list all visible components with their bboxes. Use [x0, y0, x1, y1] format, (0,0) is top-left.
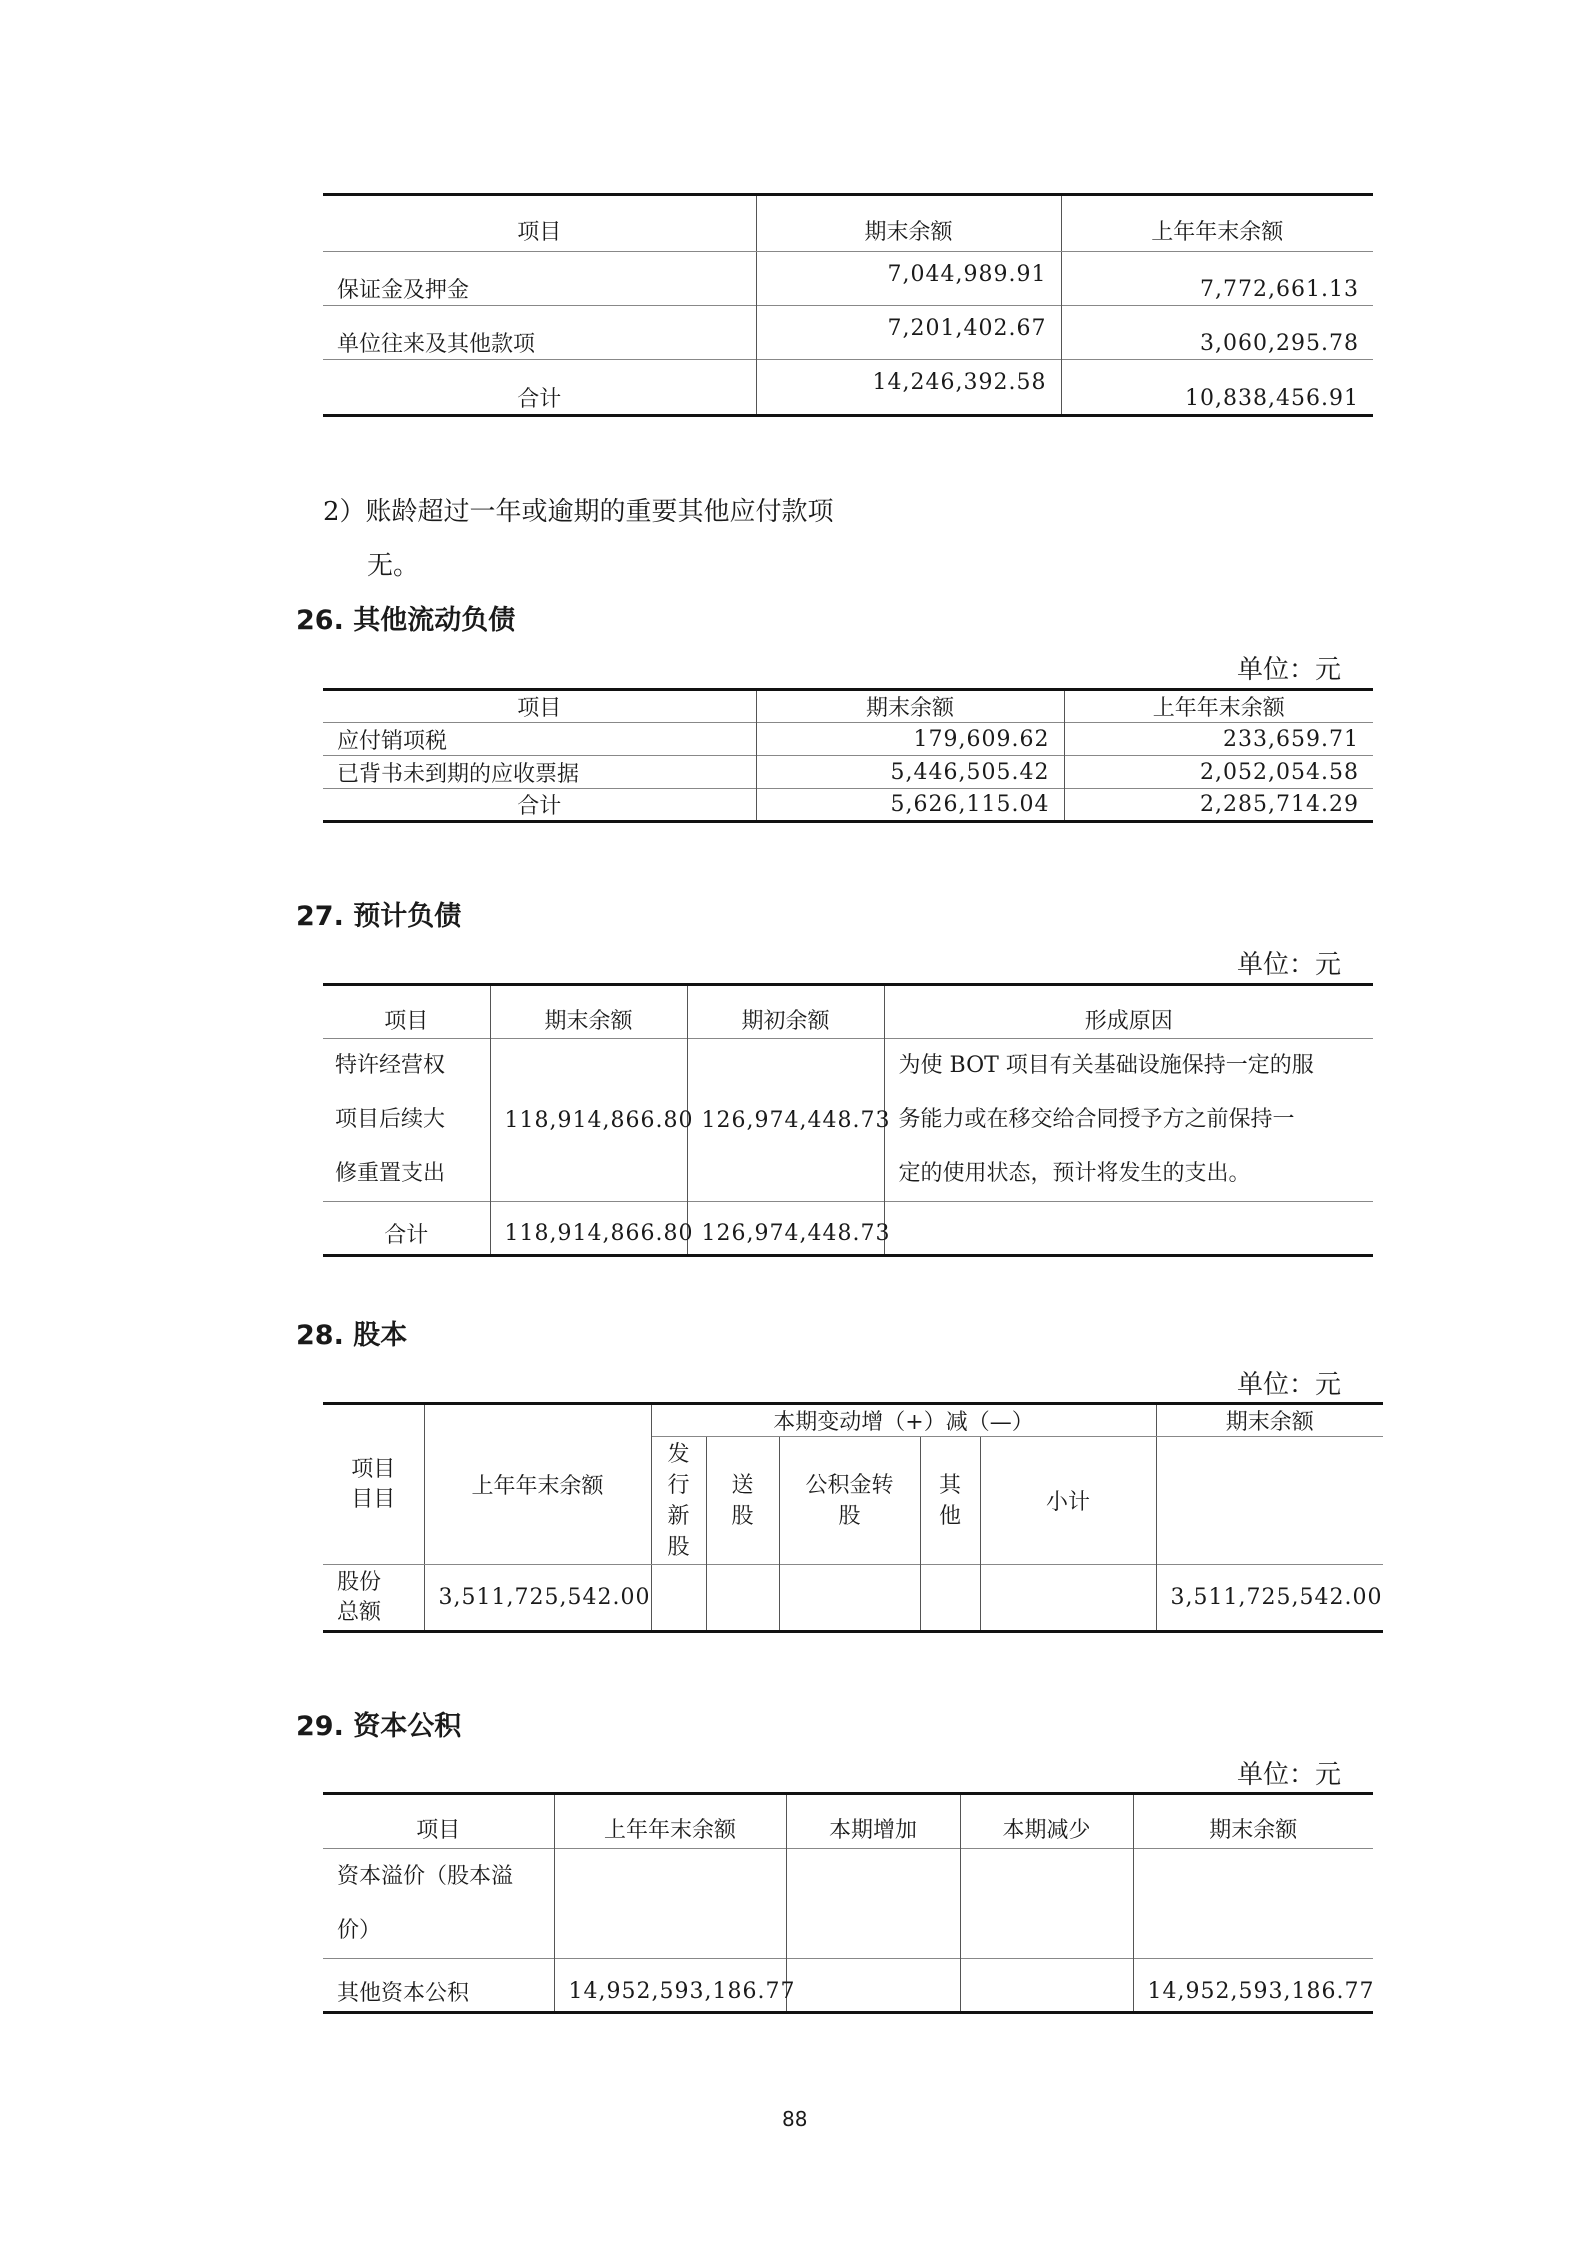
header-item: 项目: [323, 985, 490, 1039]
header-item: 项目: [323, 195, 756, 252]
other-payables-table: [323, 193, 1373, 417]
header-end-balance: 期末余额: [1209, 1818, 1298, 1843]
share-capital-table: [323, 1402, 1383, 1633]
header-char: 送: [731, 1472, 754, 1498]
header-item-line: 项目: [351, 1456, 396, 1482]
unit-label: 单位：元: [1237, 1370, 1342, 1400]
cell-reason-line: 为使 BOT 项目有关基础设施保持一定的服: [898, 1053, 1314, 1078]
header-bonus-shares: [706, 1437, 779, 1565]
cell-end: [1133, 1849, 1373, 1959]
cell-end: 5,626,115.04: [756, 789, 1064, 822]
cell-prev: 14,952,593,186.77: [554, 1959, 786, 2013]
table-row: [323, 306, 1373, 360]
header-other: [920, 1437, 980, 1565]
section-26-heading: 26. 其他流动负债: [296, 605, 516, 636]
cell-increase: [786, 1849, 960, 1959]
header-decrease: 本期减少: [960, 1794, 1133, 1849]
table-row-total: [323, 360, 1373, 416]
cell-reason-line: 务能力或在移交给合同授予方之前保持一: [898, 1107, 1295, 1132]
header-begin-balance: 期初余额: [687, 985, 884, 1039]
cell-item-line: 修重置支出: [335, 1161, 446, 1186]
header-char: 股: [667, 1534, 690, 1560]
header-char: 新: [667, 1503, 690, 1529]
table-row: [323, 1959, 1373, 2013]
cell-prev: 3,511,725,542.00: [424, 1565, 651, 1632]
cell-reason: [884, 1039, 1373, 1202]
cell-end: 5,446,505.42: [756, 756, 1064, 789]
cell-item: [323, 1565, 424, 1632]
table-row: [323, 1849, 1373, 1959]
cell-decrease: [960, 1849, 1133, 1959]
cell-item: [323, 1039, 490, 1202]
table-row: [323, 252, 1373, 306]
cell-item-line: 特许经营权: [335, 1053, 446, 1078]
cell-item: 单位往来及其他款项: [323, 306, 756, 360]
header-increase: 本期增加: [786, 1794, 960, 1849]
subsection-title: 2）账龄超过一年或逾期的重要其他应付款项: [323, 497, 834, 527]
header-prev-balance: 上年年末余额: [424, 1404, 651, 1565]
cell-item: [323, 1849, 554, 1959]
header-item: 项目: [323, 1794, 554, 1849]
subsection-content: 无。: [367, 551, 420, 581]
header-reason: 形成原因: [1084, 1008, 1173, 1034]
table-row: [323, 1565, 1383, 1632]
cell-prev: 10,838,456.91: [1185, 385, 1359, 411]
cell-reason: [884, 1202, 1373, 1256]
cell-item-line: 股份: [337, 1569, 382, 1595]
cell-end: 14,246,392.58: [756, 360, 1061, 416]
cell-other: [920, 1565, 980, 1632]
cell-begin: 126,974,448.73: [687, 1202, 884, 1256]
cell-subtotal: [980, 1565, 1156, 1632]
cell-item-line: 资本溢价（股本溢: [337, 1863, 514, 1889]
header-char: 发: [667, 1441, 690, 1467]
cell-decrease: [960, 1959, 1133, 2013]
cell-bonus: [706, 1565, 779, 1632]
cell-item: 应付销项税: [323, 723, 756, 756]
unit-label: 单位：元: [1237, 950, 1342, 980]
table-row-total: [323, 1202, 1373, 1256]
cell-end: 118,914,866.80: [490, 1202, 687, 1256]
cell-item: 合计: [323, 1202, 490, 1256]
header-prev-balance: 上年年末余额: [1061, 195, 1373, 252]
cell-item-line: 项目后续大: [335, 1107, 446, 1132]
cell-reason-line: 定的使用状态，预计将发生的支出。: [898, 1161, 1251, 1186]
cell-prev: 3,060,295.78: [1200, 331, 1359, 356]
table-row: [323, 723, 1373, 756]
cell-begin: 126,974,448.73: [687, 1039, 884, 1202]
header-period-change: 本期变动增（+）减（—）: [651, 1404, 1156, 1437]
cell-new-shares: [651, 1565, 706, 1632]
cell-item-line: 价）: [337, 1917, 382, 1943]
header-line: 公积金转: [805, 1472, 894, 1498]
header-subtotal: 小计: [980, 1437, 1156, 1565]
header-char: 股: [731, 1503, 754, 1529]
header-prev-balance: 上年年末余额: [554, 1794, 786, 1849]
header-new-shares: [651, 1437, 706, 1565]
header-item: 项目: [323, 690, 756, 723]
header-char: 其: [938, 1472, 961, 1498]
section-27-heading: 27. 预计负债: [296, 901, 462, 932]
cell-end: 14,952,593,186.77: [1147, 1978, 1375, 2004]
header-end-balance: 期末余额: [1156, 1404, 1383, 1437]
cell-reserve: [779, 1565, 920, 1632]
cell-end: 7,201,402.67: [756, 306, 1061, 360]
unit-label: 单位：元: [1237, 655, 1342, 685]
header-reserve-to-shares: [779, 1437, 920, 1565]
cell-item: 保证金及押金: [323, 252, 756, 306]
table-row-total: [323, 789, 1373, 822]
section-29-heading: 29. 资本公积: [296, 1711, 462, 1742]
cell-end: 3,511,725,542.00: [1170, 1585, 1383, 1610]
cell-end: 7,044,989.91: [756, 252, 1061, 306]
page-number: 88: [782, 2107, 808, 2131]
cell-item: 合计: [323, 789, 756, 822]
header-char: 行: [667, 1472, 690, 1498]
section-28-heading: 28. 股本: [296, 1320, 408, 1351]
capital-reserve-table: [323, 1792, 1373, 2014]
cell-prev: 2,285,714.29: [1200, 792, 1359, 817]
cell-end: 118,914,866.80: [490, 1039, 687, 1202]
cell-item: 其他资本公积: [323, 1959, 554, 2013]
header-item: [323, 1404, 424, 1565]
table-row: [323, 1039, 1373, 1202]
unit-label: 单位：元: [1237, 1760, 1342, 1790]
header-end-balance-blank: [1156, 1437, 1383, 1565]
header-end-balance: 期末余额: [756, 690, 1064, 723]
cell-prev: 2,052,054.58: [1200, 759, 1359, 785]
cell-end: 179,609.62: [756, 723, 1064, 756]
header-line: 股: [838, 1503, 861, 1529]
cell-item: 已背书未到期的应收票据: [323, 756, 756, 789]
table-row: [323, 756, 1373, 789]
provisions-table: [323, 983, 1373, 1257]
cell-prev: 233,659.71: [1223, 726, 1359, 752]
other-current-liabilities-table: [323, 688, 1373, 823]
header-end-balance: 期末余额: [756, 195, 1061, 252]
cell-prev: 7,772,661.13: [1200, 277, 1359, 302]
cell-increase: [786, 1959, 960, 2013]
header-end-balance: 期末余额: [490, 985, 687, 1039]
header-prev-balance: 上年年末余额: [1152, 696, 1285, 721]
cell-item-line: 总额: [337, 1599, 382, 1625]
cell-prev: [554, 1849, 786, 1959]
header-char: 他: [938, 1503, 961, 1529]
cell-item: 合计: [323, 360, 756, 416]
header-item-line: 目目: [351, 1486, 396, 1512]
